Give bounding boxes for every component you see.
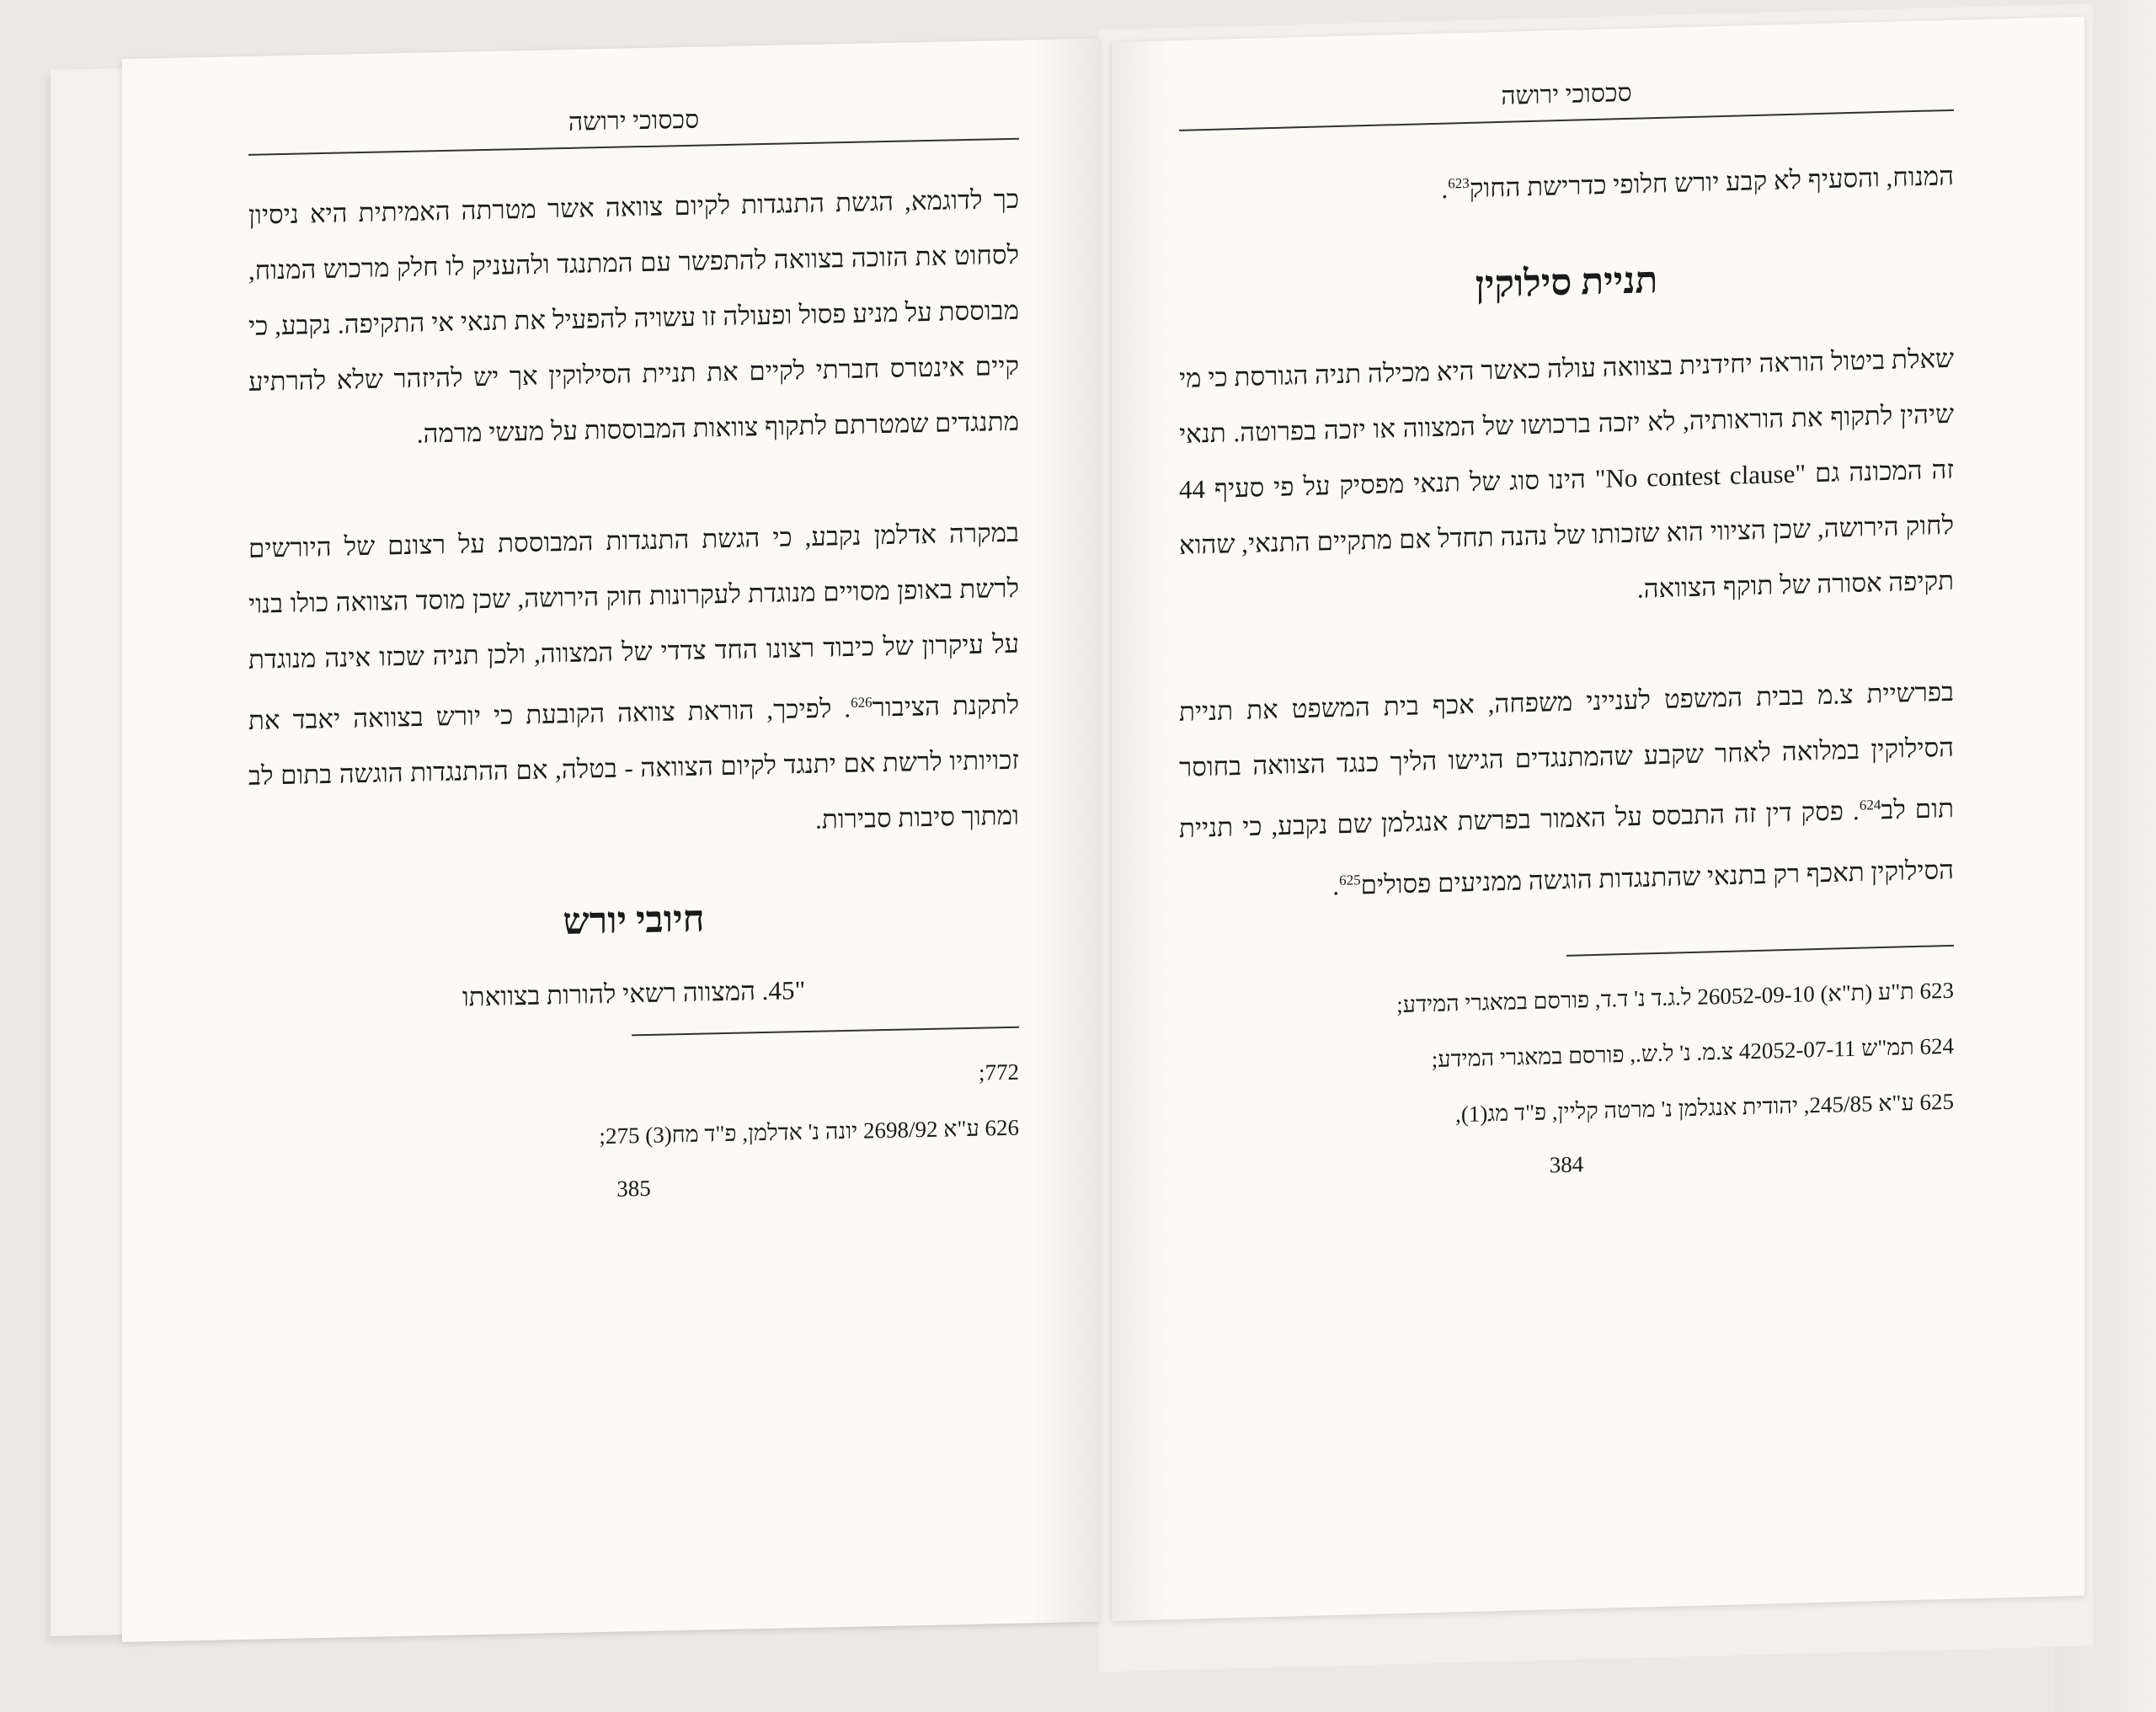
body-paragraph	[1179, 664, 1954, 918]
footnote-rule	[632, 1027, 1019, 1037]
text-run: .	[1441, 173, 1449, 205]
left-page-content	[248, 99, 1019, 1210]
footnote: 624 תמ"ש 42052-07-11 צ.מ. נ' ל.ש., פורסם במאגרי המידע;	[1431, 1032, 1954, 1073]
text-run: . לפיכך, הוראת צוואה הקובעת כי יורש בצוואה יאבד את זכויותיו לרשת אם יתנגד לקיום הצוואה - בטלה, אם ההתנגדות הוגשה בתום לב ומתוך סיבות סבירות.	[248, 693, 1019, 835]
body-paragraph	[248, 505, 1019, 860]
running-head: סכסוכי ירושה	[1179, 71, 1954, 131]
page-number: 385	[616, 1176, 651, 1203]
right-page	[1112, 17, 2084, 1621]
text-run: בפרשיית צ.מ בבית המשפט לענייני משפחה, אכף בית המשפט את תניית הסילוקין במלואה לאחר שקבע שהמתנגדים הגישו הליך כנגד הצוואה בחוסר תום לב	[1179, 677, 1954, 825]
gutter-shadow	[1112, 40, 1171, 1621]
left-page	[122, 39, 1099, 1642]
footnote: 772;	[978, 1059, 1019, 1086]
footnote-ref: 623	[1448, 174, 1470, 192]
body-paragraph	[1179, 143, 1954, 224]
footnote-ref: 625	[1339, 871, 1361, 888]
section-heading: תניית סילוקין	[1475, 259, 1658, 307]
footnote: 623 ת"ע (ת"א) 26052-09-10 ל.ג.ד נ' ד.ד, פורסם במאגרי המידע;	[1396, 977, 1954, 1018]
footnote-rule	[1566, 945, 1954, 957]
footnote-ref: 626	[851, 694, 873, 711]
running-head: סכסוכי ירושה	[248, 99, 1019, 156]
page-number: 384	[1549, 1151, 1584, 1178]
footnote-ref: 624	[1859, 797, 1881, 814]
right-page-content	[1179, 71, 1954, 1188]
text-run: המנוח, והסעיף לא קבע יורש חלופי כדרישת החוק	[1469, 161, 1954, 204]
footnotes	[248, 1048, 1019, 1167]
text-run: .	[1332, 870, 1340, 901]
body-paragraph: כך לדוגמא, הגשת התנגדות לקיום צוואה אשר מטרתה האמיתית היא ניסיון לסחוט את הזוכה בצוואה להתפשר עם המתנגד ולהעניק לו חלק מרכוש המנוח, מבוססת על מניע פסול ופעולה זו עשויה להפעיל את תנאי אי התקיפה. נקבע, כי קיים אינטרס חברתי לקיים את תניית הסילוקין אך יש להיזהר שלא להרתיע מתנגדים שמטרתם לתקוף צוואות המבוססות על מעשי מרמה.	[248, 184, 1019, 449]
text-run: במקרה אדלמן נקבע, כי הגשת התנגדות המבוססת על רצונם של היורשים לרשת באופן מסויים מנוגדת לעקרונות חוק הירושה, שכן מוסד הצוואה כולו בנוי על עיקרון של כיבוד רצונו החד צדדי של המצווה, ולכן תניה שכזו אינה מנוגדת לתקנת הציבור	[248, 517, 1019, 723]
text-run: . פסק דין זה התבסס על האמור בפרשת אנגלמן שם נקבע, כי תניית הסילוקין תאכף רק בתנאי שהתנגדות הוגשה ממניעים פסולים	[1179, 796, 1954, 900]
section-heading: חיובי יורש	[563, 898, 705, 943]
footnotes	[1179, 967, 1954, 1145]
gutter-shadow	[1032, 39, 1099, 1624]
footnote: 626 ע"א 2698/92 יונה נ' אדלמן, פ"ד מח(3) 275;	[599, 1115, 1019, 1149]
statute-quote: "45. המצווה רשאי להורות בצוואתו	[462, 975, 806, 1012]
footnote: 625 ע"א 245/85, יהודית אנגלמן נ' מרטה קליין, פ"ד מג(1),	[1455, 1088, 1954, 1128]
body-paragraph: שאלת ביטול הוראה יחידנית בצוואה עולה כאשר היא מכילה תניה הגורסת כי מי שיהין לתקוף את הוראותיה, לא יזכה ברכושו של המצווה או יזכה בפרוטה. תנאי זה המכונה גם "No contest clause" הינו סוג של תנאי מפסיק על פי סעיף 44 לחוק הירושה, שכן הציווי הוא שזכותו של נהנה תחדל אם מתקיים התנאי, שהוא תקיפה אסורה של תוקף הצוואה.	[1179, 344, 1954, 604]
